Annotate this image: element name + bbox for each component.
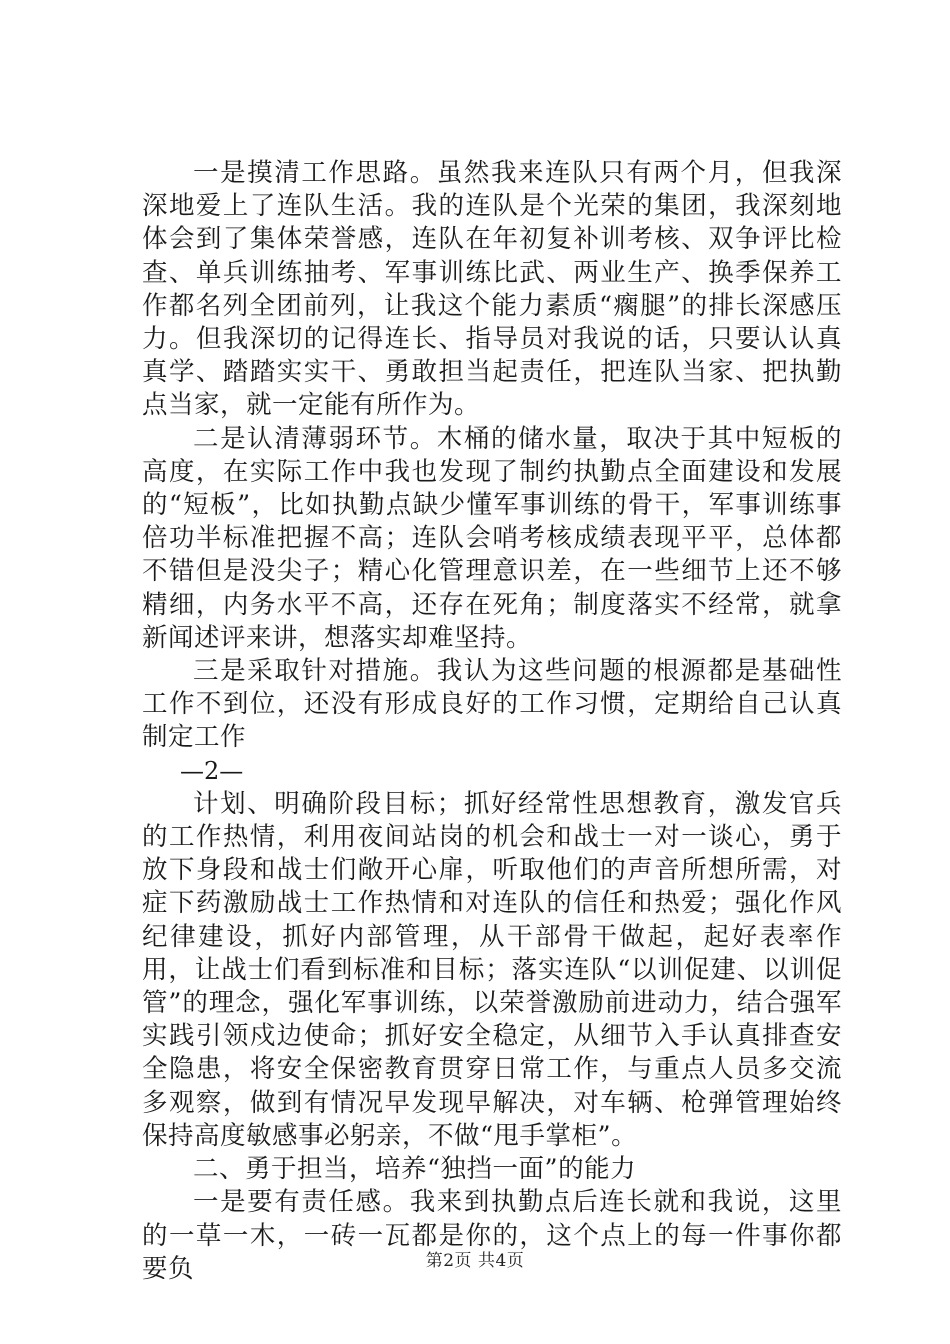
inline-page-marker: —2— <box>180 756 244 785</box>
paragraph-clarify-work-ideas: 一是摸清工作思路。虽然我来连队只有两个月，但我深深地爱上了连队生活。我的连队是个光荣的集团，我深刻地体会到了集体荣誉感，连队在年初复补训考核、双争评比检查、单兵训练抽考、军事训练比武、两业生产、换季保养工作都名列全团前列，让我这个能力素质“瘸腿”的排长深感压力。但我深切的记得连长、指导员对我说的话，只要认认真真学、踏踏实实干、勇敢担当起责任，把连队当家、把执勤点当家，就一定能有所作为。 <box>142 158 842 421</box>
paragraph-targeted-measures: 三是采取针对措施。我认为这些问题的根源都是基础性工作不到位，还没有形成良好的工作习惯，定期给自己认真制定工作 <box>142 656 842 753</box>
paragraph-weak-links: 二是认清薄弱环节。木桶的储水量，取决于其中短板的高度，在实际工作中我也发现了制约执勤点全面建设和发展的“短板”，比如执勤点缺少懂军事训练的骨干，军事训练事倍功半标准把握不高；连队会哨考核成绩表现平平，总体都不错但是没尖子；精心化管理意识差，在一些细节上还不够精细，内务水平不高，还存在死角；制度落实不经常，就拿新闻述评来讲，想落实却难坚持。 <box>142 423 842 653</box>
paragraph-responsibility: 一是要有责任感。我来到执勤点后连长就和我说，这里的一草一木，一砖一瓦都是你的，这个点上的每一件事你都要负 <box>142 1187 842 1284</box>
paragraph-plans-continued: 计划、明确阶段目标；抓好经常性思想教育，激发官兵的工作热情，利用夜间站岗的机会和战士一对一谈心，勇于放下身段和战士们敞开心扉，听取他们的声音所想所需，对症下药激励战士工作热情和对连队的信任和热爱；强化作风纪律建设，抓好内部管理，从干部骨干做起，起好表率作用，让战士们看到标准和目标；落实连队“以训促建、以训促管”的理念，强化军事训练，以荣誉激励前进动力，结合强军实践引领戍边使命；抓好安全稳定，从细节入手认真排查安全隐患，将安全保密教育贯穿日常工作，与重点人员多交流多观察，做到有情况早发现早解决，对车辆、枪弹管理始终保持高度敏感事必躬亲，不做“甩手掌柜”。 <box>142 788 842 1151</box>
page-footer: 第2页 共4页 <box>425 1251 525 1271</box>
section-heading: 二、勇于担当，培养“独挡一面”的能力 <box>193 1154 637 1185</box>
document-body <box>142 157 842 1286</box>
